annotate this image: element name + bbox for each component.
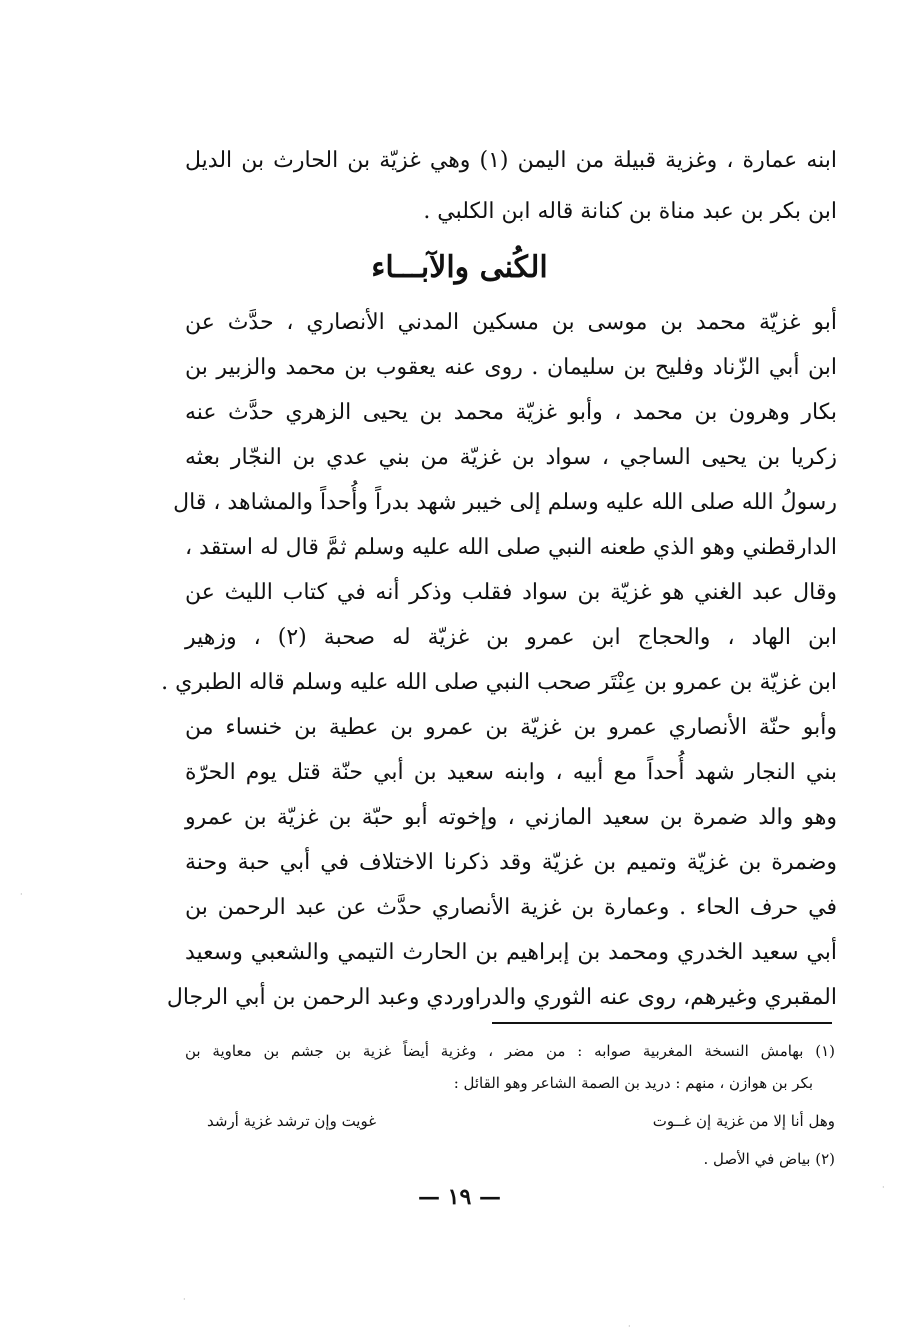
main-text-line: رسولُ الله صلى الله عليه وسلم إلى خيبر شهد بدراً وأُحداً والمشاهد ، قال [173, 490, 837, 515]
footnote-1-line-2: بكر بن هوازن ، منهم : دريد بن الصمة الشاعر وهو القائل : [453, 1074, 813, 1092]
main-text-line: أبي سعيد الخدري ومحمد بن إبراهيم بن الحارث التيمي والشعبي وسعيد [185, 940, 837, 965]
footnote-poem-verse [207, 1110, 835, 1132]
main-text-line: بكار وهرون بن محمد ، وأبو غزيّة محمد بن يحيى الزهري حدَّث عنه [185, 400, 837, 425]
main-text-line: ابن غزيّة بن عمرو بن عِنْتَر صحب النبي صلى الله عليه وسلم قاله الطبري . [161, 670, 837, 695]
footnote-2: (٢) بياض في الأصل . [703, 1150, 835, 1168]
main-text-line: زكريا بن يحيى الساجي ، سواد بن غزيّة من بني عدي بن النجّار بعثه [185, 445, 837, 470]
page-number: — ١٩ — [418, 1184, 501, 1210]
top-paragraph-line-1: ابنه عمارة ، وغزية قبيلة من اليمن (١) وهي غزيّة بن الحارث بن الديل [185, 148, 837, 173]
section-heading: الكُنى والآبـــاء [371, 250, 548, 285]
main-text-line: بني النجار شهد أُحداً مع أبيه ، وابنه سعيد بن أبي حنّة قتل يوم الحرّة [185, 760, 837, 785]
main-text-line: وأبو حنّة الأنصاري عمرو بن غزيّة بن عمرو بن عطية بن خنساء من [185, 715, 837, 740]
scan-speck: · [882, 1183, 885, 1192]
main-text-line: ابن الهاد ، والحجاج ابن عمرو بن غزيّة له صحبة (٢) ، وزهير [185, 625, 838, 650]
poem-first-hemistich: وهل أنا إلا من غزية إن غــوت [652, 1112, 835, 1130]
poem-second-hemistich: غويت وإن ترشد غزية أرشد [207, 1112, 377, 1130]
main-text-line: ابن أبي الزّناد وفليح بن سليمان . روى عنه يعقوب بن محمد والزبير بن [185, 355, 837, 380]
scan-speck: · [628, 1322, 631, 1331]
footnote-divider [492, 1022, 832, 1024]
main-text-line: أبو غزيّة محمد بن موسى بن مسكين المدني الأنصاري ، حدَّث عن [185, 310, 837, 335]
main-text-line: في حرف الحاء . وعمارة بن غزية الأنصاري حدَّث عن عبد الرحمن بن [185, 895, 837, 920]
main-text-line: وضمرة بن غزيّة وتميم بن غزيّة وقد ذكرنا الاختلاف في أبي حبة وحنة [185, 850, 837, 875]
top-paragraph-line-2: ابن بكر بن عبد مناة بن كنانة قاله ابن الكلبي . [423, 199, 837, 224]
main-text-line: الدارقطني وهو الذي طعنه النبي صلى الله عليه وسلم ثمَّ قال له استقد ، [185, 535, 837, 560]
main-text-line: وقال عبد الغني هو غزيّة بن سواد فقلب وذكر أنه في كتاب الليث عن [185, 580, 837, 605]
main-text-line: المقبري وغيرهم، روى عنه الثوري والدراوردي وعبد الرحمن بن أبي الرجال [166, 985, 837, 1010]
footnote-1-line-1: (١) بهامش النسخة المغربية صوابه : من مضر ، وغزية أيضاً غزية بن جشم بن معاوية بن [185, 1042, 835, 1060]
scan-speck: · [183, 1295, 186, 1304]
scan-speck: · [20, 890, 23, 899]
main-text-line: وهو والد ضمرة بن سعيد المازني ، وإخوته أبو حبّة بن غزيّة بن عمرو [185, 805, 837, 830]
